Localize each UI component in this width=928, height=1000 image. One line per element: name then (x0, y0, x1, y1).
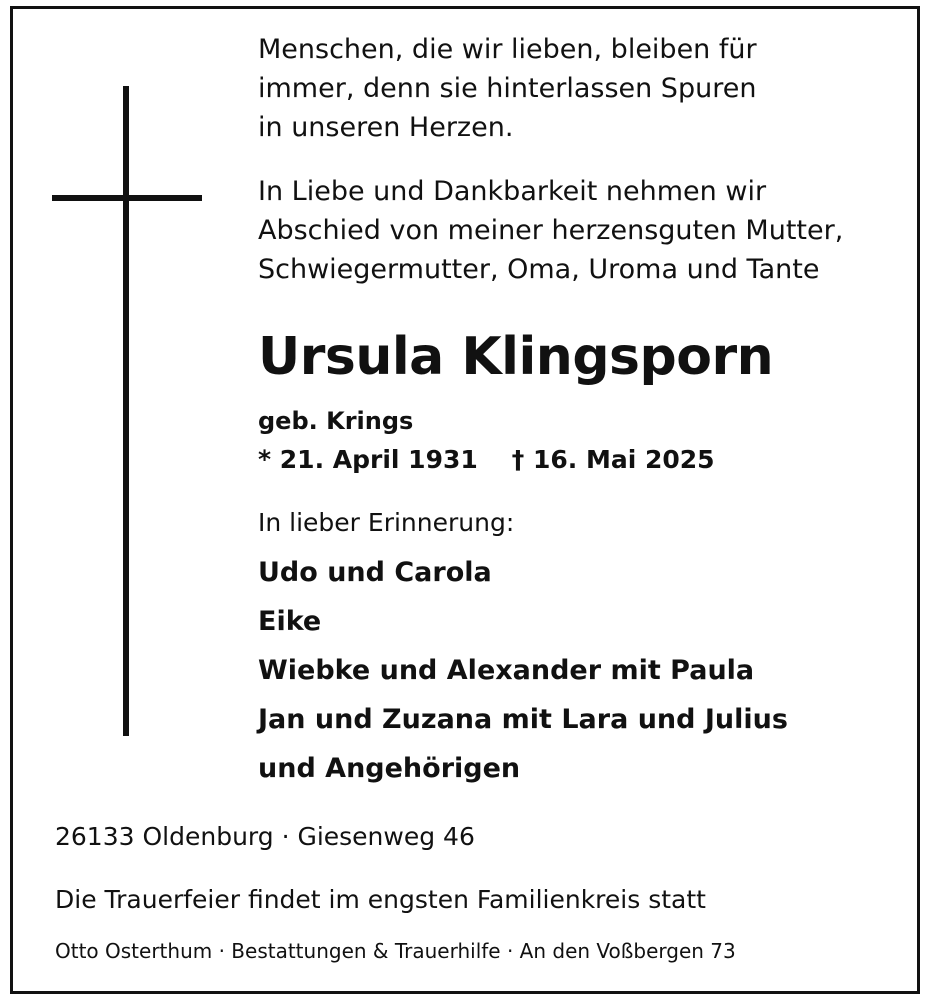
undertaker-line: Otto Osterthum · Bestattungen & Trauerhilfe · An den Voßbergen 73 (55, 939, 736, 963)
farewell-intro (258, 172, 843, 289)
death-date: † 16. Mai 2025 (511, 445, 715, 474)
mourner-line: Udo und Carola (258, 557, 492, 588)
mourner-line: Eike (258, 606, 322, 637)
mourner-line: und Angehörigen (258, 753, 521, 784)
memorial-quote (258, 30, 757, 147)
mourner-line: Wiebke und Alexander mit Paula (258, 655, 755, 686)
quote-line: in unseren Herzen. (258, 112, 514, 143)
quote-line: Menschen, die wir lieben, bleiben für (258, 34, 757, 65)
address: 26133 Oldenburg · Giesenweg 46 (55, 822, 475, 851)
cross-vertical-bar (123, 86, 129, 736)
deceased-name: Ursula Klingsporn (258, 327, 774, 387)
memory-label: In lieber Erinnerung: (258, 508, 515, 537)
birth-date: * 21. April 1931 (258, 445, 478, 474)
life-dates (258, 440, 715, 480)
intro-line: Abschied von meiner herzensguten Mutter, (258, 215, 844, 246)
intro-line: Schwiegermutter, Oma, Uroma und Tante (258, 254, 820, 285)
ceremony-note: Die Trauerfeier findet im engsten Familienkreis statt (55, 885, 706, 914)
mourners-list (258, 548, 788, 793)
birth-name: geb. Krings (258, 407, 414, 435)
intro-line: In Liebe und Dankbarkeit nehmen wir (258, 176, 767, 207)
quote-line: immer, denn sie hinterlassen Spuren (258, 73, 757, 104)
cross-horizontal-bar (52, 195, 202, 201)
mourner-line: Jan und Zuzana mit Lara und Julius (258, 704, 788, 735)
